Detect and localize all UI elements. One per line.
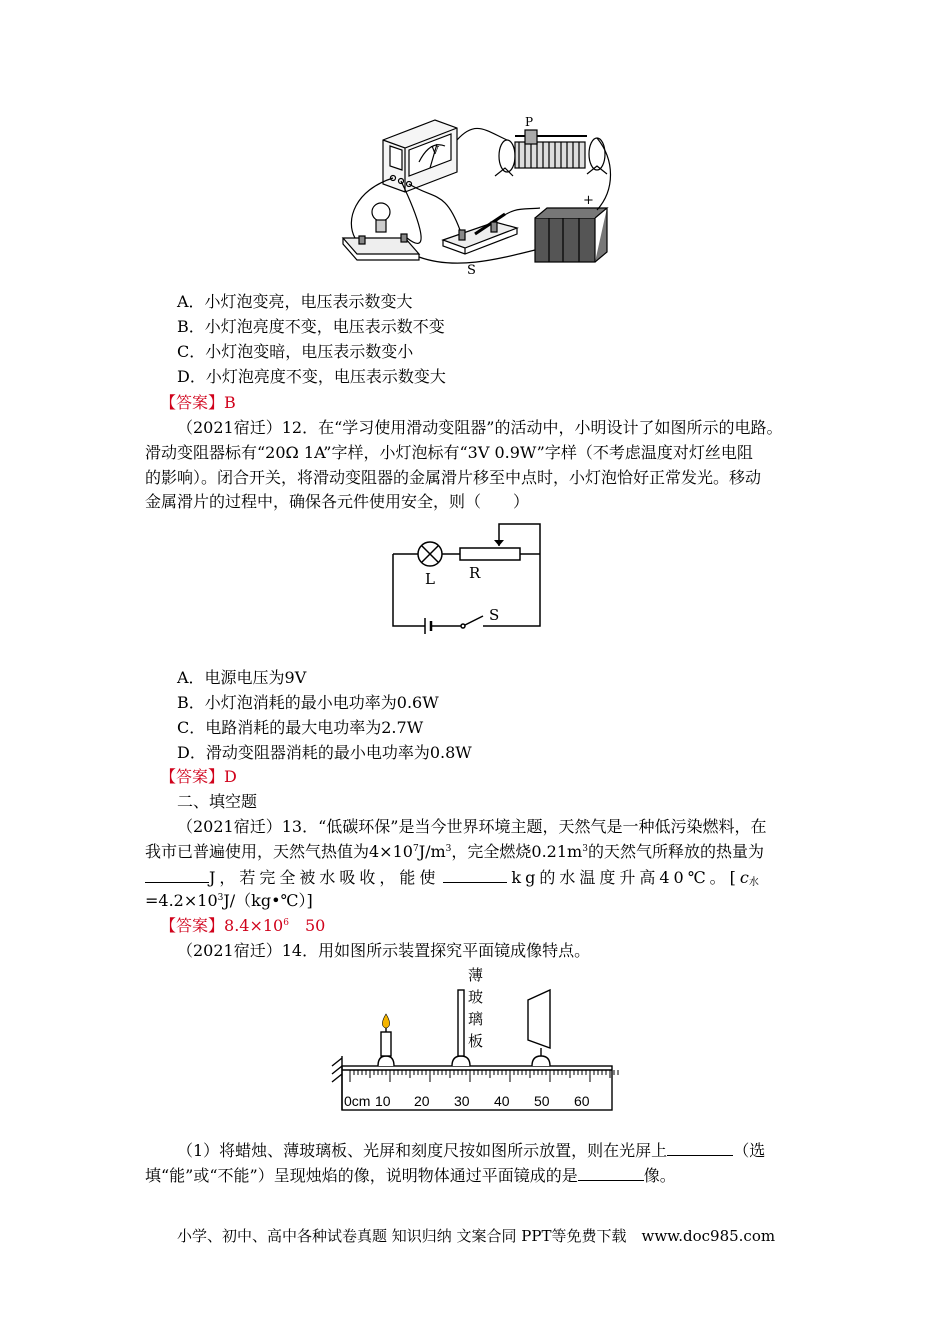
slider-label-p: P [525, 115, 534, 129]
q13-line-2-text-a: 我市已普遍使用，天然气热值为4×10 [145, 842, 413, 861]
q11-option-c: C．小灯泡变暗，电压表示数变小 [177, 342, 414, 361]
battery-plus-label: + [583, 193, 594, 208]
q12-option-c: C．电路消耗的最大电功率为2.7W [177, 718, 424, 737]
candle-flame [382, 1014, 389, 1028]
page-footer: 小学、初中、高中各种试卷真题 知识归纳 文案合同 PPT等免费下载 www.doc985.com [177, 1227, 776, 1245]
ruler-label: 30 [454, 1093, 470, 1109]
caption-char: 板 [468, 1032, 484, 1050]
answer-label: 【答案】 [160, 393, 225, 412]
q13-line-3-text-a: J，若完全被水吸收，能使 [209, 868, 440, 887]
lamp-label-l: L [425, 570, 435, 588]
q14-sub1-text-b: （选 [733, 1141, 766, 1160]
q14-sub1-line-1 [177, 1140, 765, 1161]
mass-blank[interactable] [443, 867, 507, 883]
q12-line-2: 滑动变阻器标有“20Ω 1A”字样，小灯泡标有“3V 0.9W”字样（不考虑温度对灯丝电阻 [145, 443, 753, 462]
mirror-experiment-figure [330, 962, 620, 1114]
battery [535, 218, 595, 262]
rheostat [499, 140, 515, 172]
q12-option-a: A．电源电压为9V [177, 668, 307, 687]
q12-option-b: B．小灯泡消耗的最小电功率为0.6W [177, 693, 439, 712]
heat-blank[interactable] [145, 867, 209, 883]
glass-plate-caption [468, 966, 483, 1050]
resistor-symbol [460, 548, 520, 560]
q13-line-4-text-b: J/（kg•℃）] [223, 891, 313, 910]
q14-sub1-line-2 [145, 1165, 676, 1186]
ruler-label: 10 [375, 1093, 391, 1109]
answer-value: B [224, 393, 236, 412]
q13-exponent-1: 7 [412, 844, 419, 854]
q13-line-4 [145, 891, 313, 914]
q14-sub1-text-a: （1）将蜡烛、薄玻璃板、光屏和刻度尺按如图所示放置，则在光屏上 [177, 1141, 668, 1160]
answer-value-heat: 8.4×10 [224, 916, 284, 935]
q13-line-1: （2021宿迁）13．“低碳环保”是当今世界环境主题，天然气是一种低污染燃料，在 [177, 817, 767, 836]
ruler-label: 0cm [344, 1093, 371, 1109]
q11-option-d: D．小灯泡亮度不变，电压表示数变大 [177, 367, 446, 386]
answer-exponent: 6 [283, 918, 289, 928]
q13-line-3 [145, 867, 759, 891]
screen-image-blank[interactable] [667, 1140, 733, 1156]
q12-option-d: D．滑动变阻器消耗的最小电功率为0.8W [177, 743, 472, 762]
q12-line-1: （2021宿迁）12．在“学习使用滑动变阻器”的活动中，小明设计了如图所示的电路。 [177, 418, 783, 437]
resistor-label-r: R [469, 564, 481, 582]
answer-label: 【答案】 [160, 767, 225, 786]
switch-label-s: S [467, 263, 476, 278]
candle [381, 1032, 391, 1056]
q14-sub1-text-c: 填“能”或“不能”）呈现烛焰的像，说明物体通过平面镜成的是 [145, 1166, 578, 1185]
q13-line-2-text-c: ，完全燃烧0.21m [451, 842, 583, 861]
q11-option-a: A．小灯泡变亮，电压表示数变大 [177, 292, 413, 311]
caption-char: 璃 [468, 1010, 484, 1028]
q13-line-2 [145, 842, 764, 865]
switch-label-s: S [489, 606, 500, 624]
voltmeter-label-v: V [431, 144, 439, 157]
circuit-photo-figure [335, 110, 625, 280]
ruler-label: 40 [494, 1093, 510, 1109]
light-screen [528, 990, 550, 1048]
q13-exponent-2: 3 [445, 844, 452, 854]
caption-char: 薄 [468, 966, 484, 984]
glass-plate [458, 990, 464, 1056]
specific-heat-symbol: c [739, 868, 749, 887]
section-title: 二、填空题 [177, 792, 258, 811]
image-type-blank[interactable] [578, 1165, 644, 1181]
ruler-label: 60 [574, 1093, 590, 1109]
caption-char: 玻 [468, 988, 484, 1006]
bulb [372, 203, 390, 221]
q13-exponent-3: 3 [582, 844, 588, 854]
specific-heat-subscript: 水 [748, 877, 759, 888]
ruler-label: 20 [414, 1093, 430, 1109]
switch-symbol [465, 616, 483, 625]
q13-line-4-text-a: =4.2×10 [145, 891, 218, 910]
circuit-schematic-figure [385, 518, 560, 638]
answer-value: D [224, 767, 237, 786]
answer-value-mass: 50 [288, 916, 326, 935]
q13-answer [160, 916, 325, 939]
q12-line-3: 的影响）。闭合开关，将滑动变阻器的金属滑片移至中点时，小灯泡恰好正常发光。移动 [145, 468, 762, 487]
q12-answer [160, 767, 237, 787]
q11-option-b: B．小灯泡亮度不变，电压表示数不变 [177, 317, 445, 336]
q14-line-1: （2021宿迁）14．用如图所示装置探究平面镜成像特点。 [177, 941, 591, 960]
q13-line-2-text-b: J/m [418, 842, 446, 861]
q14-sub1-text-d: 像。 [643, 1166, 676, 1185]
q12-line-4: 金属滑片的过程中，确保各元件使用安全，则（ ） [145, 492, 530, 511]
q13-line-2-text-d: 的天然气所释放的热量为 [587, 842, 764, 861]
q13-line-4-exponent: 3 [217, 893, 224, 903]
q13-line-3-text-b: kg的水温度升高40℃。[ [511, 868, 740, 887]
ruler-label: 50 [534, 1093, 550, 1109]
answer-label: 【答案】 [160, 916, 225, 935]
q11-answer [160, 393, 236, 413]
